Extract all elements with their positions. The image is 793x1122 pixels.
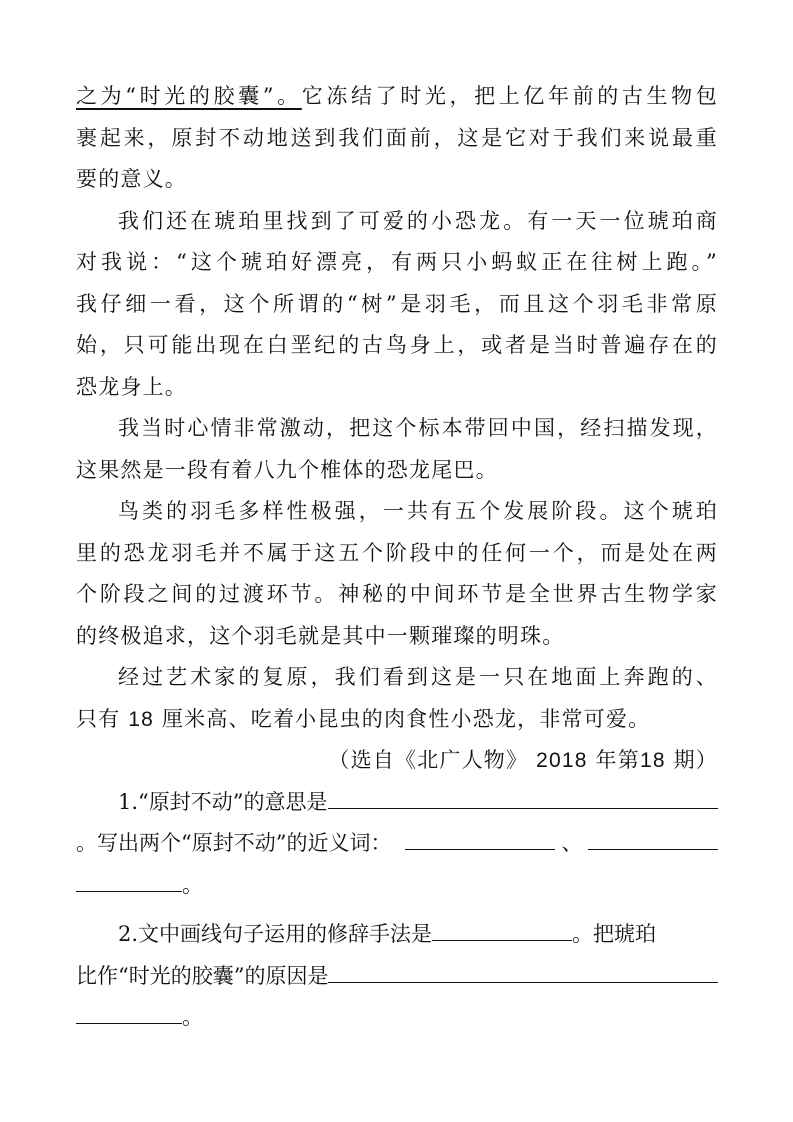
para1-line1: 之为“时光的胶囊”。它冻结了时光，把上亿年前的古生物包 [76,84,718,108]
source-citation: （选自《北广人物》 2018 年第18 期） [328,748,718,772]
q2-reason-prompt: 比作“时光的胶囊”的原因是 [76,963,329,988]
q1-prompt: 1.“原封不动”的意思是 [118,789,328,814]
q2-line2 [76,956,718,998]
q2-rhetoric-blank[interactable] [432,914,572,941]
q2-reason-blank[interactable] [328,956,718,983]
para2-line1: 我们还在琥珀里找到了可爱的小恐龙。有一天一位琥珀商 [118,208,718,233]
q2-reason-blank-end[interactable] [76,997,182,1024]
q2-line3: 。 [76,997,718,1039]
q1-line1 [76,782,718,824]
q1-separator: 、 [561,831,583,855]
para4-line4: 的终极追求，这个羽毛就是其中一颗璀璨的明珠。 [76,623,565,648]
underlined-sentence: 之为“时光的胶囊”。 [76,84,302,108]
para3-line2: 这果然是一段有着八九个椎体的恐龙尾巴。 [76,457,498,482]
para1-line3: 要的意义。 [76,167,187,191]
para2-line4: 始，只可能出现在白垩纪的古鸟身上，或者是当时普遍存在的 [76,333,718,357]
q1-synonym-prompt: 。写出两个“原封不动”的近义词： [76,831,392,855]
para3-line1: 我当时心情非常激动，把这个标本带回中国，经扫描发现， [118,416,718,440]
q1-line3: 。 [76,865,718,907]
q1-line2 [76,823,718,865]
q1-synonym1-blank[interactable] [405,823,555,850]
q1-synonym2-blank-start[interactable] [588,823,718,850]
para4-line3: 个阶段之间的过渡环节。神秘的中间环节是全世界古生物学家 [76,582,718,606]
para2-line3: 我仔细一看，这个所谓的“树”是羽毛，而且这个羽毛非常原 [76,291,718,316]
q1-synonym2-blank-end[interactable] [76,865,182,892]
para2-line2: 对我说：“这个琥珀好漂亮，有两只小蚂蚁正在往树上跑。” [76,250,718,274]
para5-line2: 只有 18 厘米高、吃着小昆虫的肉食性小恐龙，非常可爱。 [76,706,651,731]
worksheet-page [76,76,718,1039]
q1-meaning-blank[interactable] [328,782,718,809]
para4-line1: 鸟类的羽毛多样性极强，一共有五个发展阶段。这个琥珀 [118,499,718,523]
q2-rhetoric-prompt: 2.文中画线句子运用的修辞手法是 [118,922,433,946]
para2-line5: 恐龙身上。 [76,374,187,399]
para1-line2: 裹起来，原封不动地送到我们面前，这是它对于我们来说最重 [76,125,718,150]
para4-line2: 里的恐龙羽毛并不属于这五个阶段中的任何一个，而是处在两 [76,540,718,565]
q2-line1: 2.文中画线句子运用的修辞手法是 。把琥珀 [76,914,718,956]
para5-line1: 经过艺术家的复原，我们看到这是一只在地面上奔跑的、 [118,665,718,689]
